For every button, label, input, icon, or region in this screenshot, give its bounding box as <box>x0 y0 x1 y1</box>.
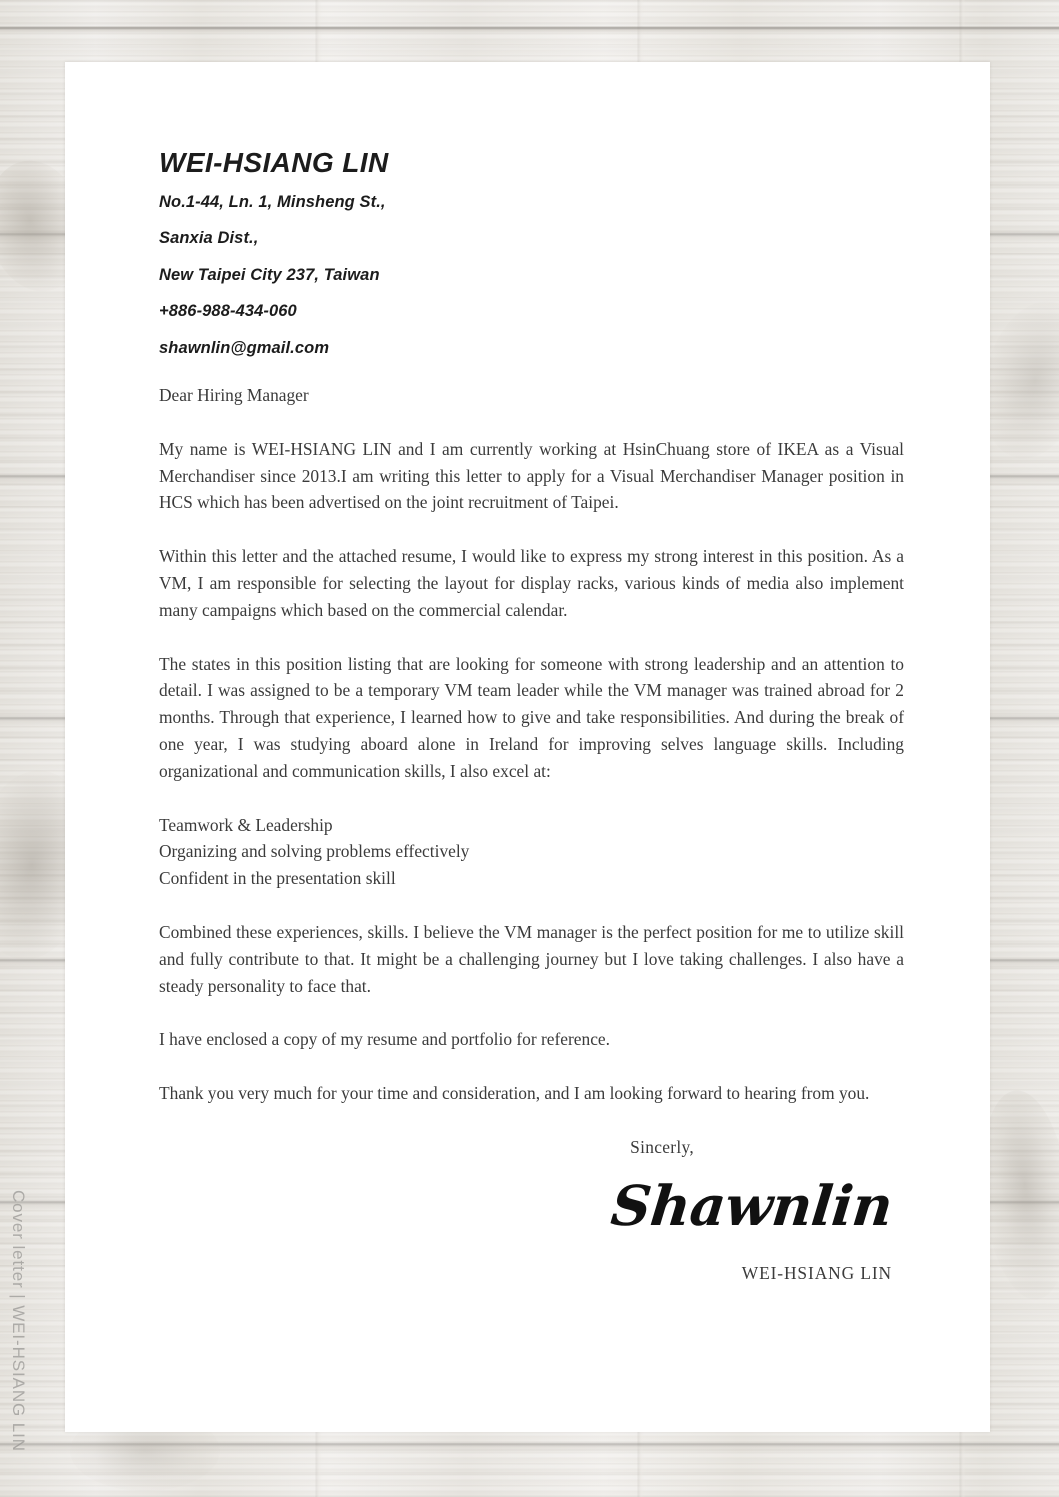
sender-address-line-1: No.1-44, Ln. 1, Minsheng St., <box>159 192 386 211</box>
skills-list <box>159 812 904 892</box>
letter-content <box>159 146 904 1284</box>
skill-item: Organizing and solving problems effectively <box>159 841 470 862</box>
sender-address-line-3: New Taipei City 237, Taiwan <box>159 265 380 284</box>
sender-email: shawnlin@gmail.com <box>159 338 330 357</box>
signature-block <box>159 1137 904 1284</box>
sender-header <box>159 146 904 356</box>
paragraph-leadership: The states in this position listing that are looking for someone with strong leadership and an attention to detail. I was assigned to be a temporary VM team leader while the VM manager was trained abroad for 2 months. Through that experience, I learned how to give and take responsibilities. And during the break of one year, I was studying aboard alone in Ireland for improving selves language skills. Including organizational and communication skills, I also excel at: <box>159 653 904 781</box>
paragraph-thanks: Thank you very much for your time and consideration, and I am looking forward to hearing from you. <box>159 1083 870 1104</box>
closing-salutation: Sincerly, <box>630 1137 694 1158</box>
cover-letter-page <box>65 62 990 1432</box>
paragraph-combined-experience: Combined these experiences, skills. I believe the VM manager is the perfect position for me to utilize skill and fully contribute to that. It might be a challenging journey but I love taking challenges. I also have a steady personality to face that. <box>159 922 904 996</box>
handwritten-signature: Shawnlin <box>608 1173 896 1239</box>
sender-address-line-2: Sanxia Dist., <box>159 229 259 248</box>
salutation: Dear Hiring Manager <box>159 385 309 406</box>
paragraph-introduction: My name is WEI-HSIANG LIN and I am currently working at HsinChuang store of IKEA as a Visual Merchandiser since 2013.I am writing this letter to apply for a Visual Merchandiser Manager position in HCS which has been advertised on the joint recruitment of Taipei. <box>159 438 904 513</box>
paragraph-interest: Within this letter and the attached resume, I would like to express my strong interest in this position. As a VM, I am responsible for selecting the layout for display racks, various kinds of media also implement many campaigns which based on the commercial calendar. <box>159 546 904 620</box>
paragraph-enclosure: I have enclosed a copy of my resume and portfolio for reference. <box>159 1029 610 1050</box>
side-caption-label: Cover letter | WEI-HSIANG LIN <box>9 1190 28 1452</box>
skill-item: Confident in the presentation skill <box>159 868 396 889</box>
signature-typed-name: WEI-HSIANG LIN <box>741 1263 892 1284</box>
sender-phone: +886-988-434-060 <box>159 302 297 321</box>
sender-name: WEI-HSIANG LIN <box>159 147 389 178</box>
skill-item: Teamwork & Leadership <box>159 814 333 835</box>
